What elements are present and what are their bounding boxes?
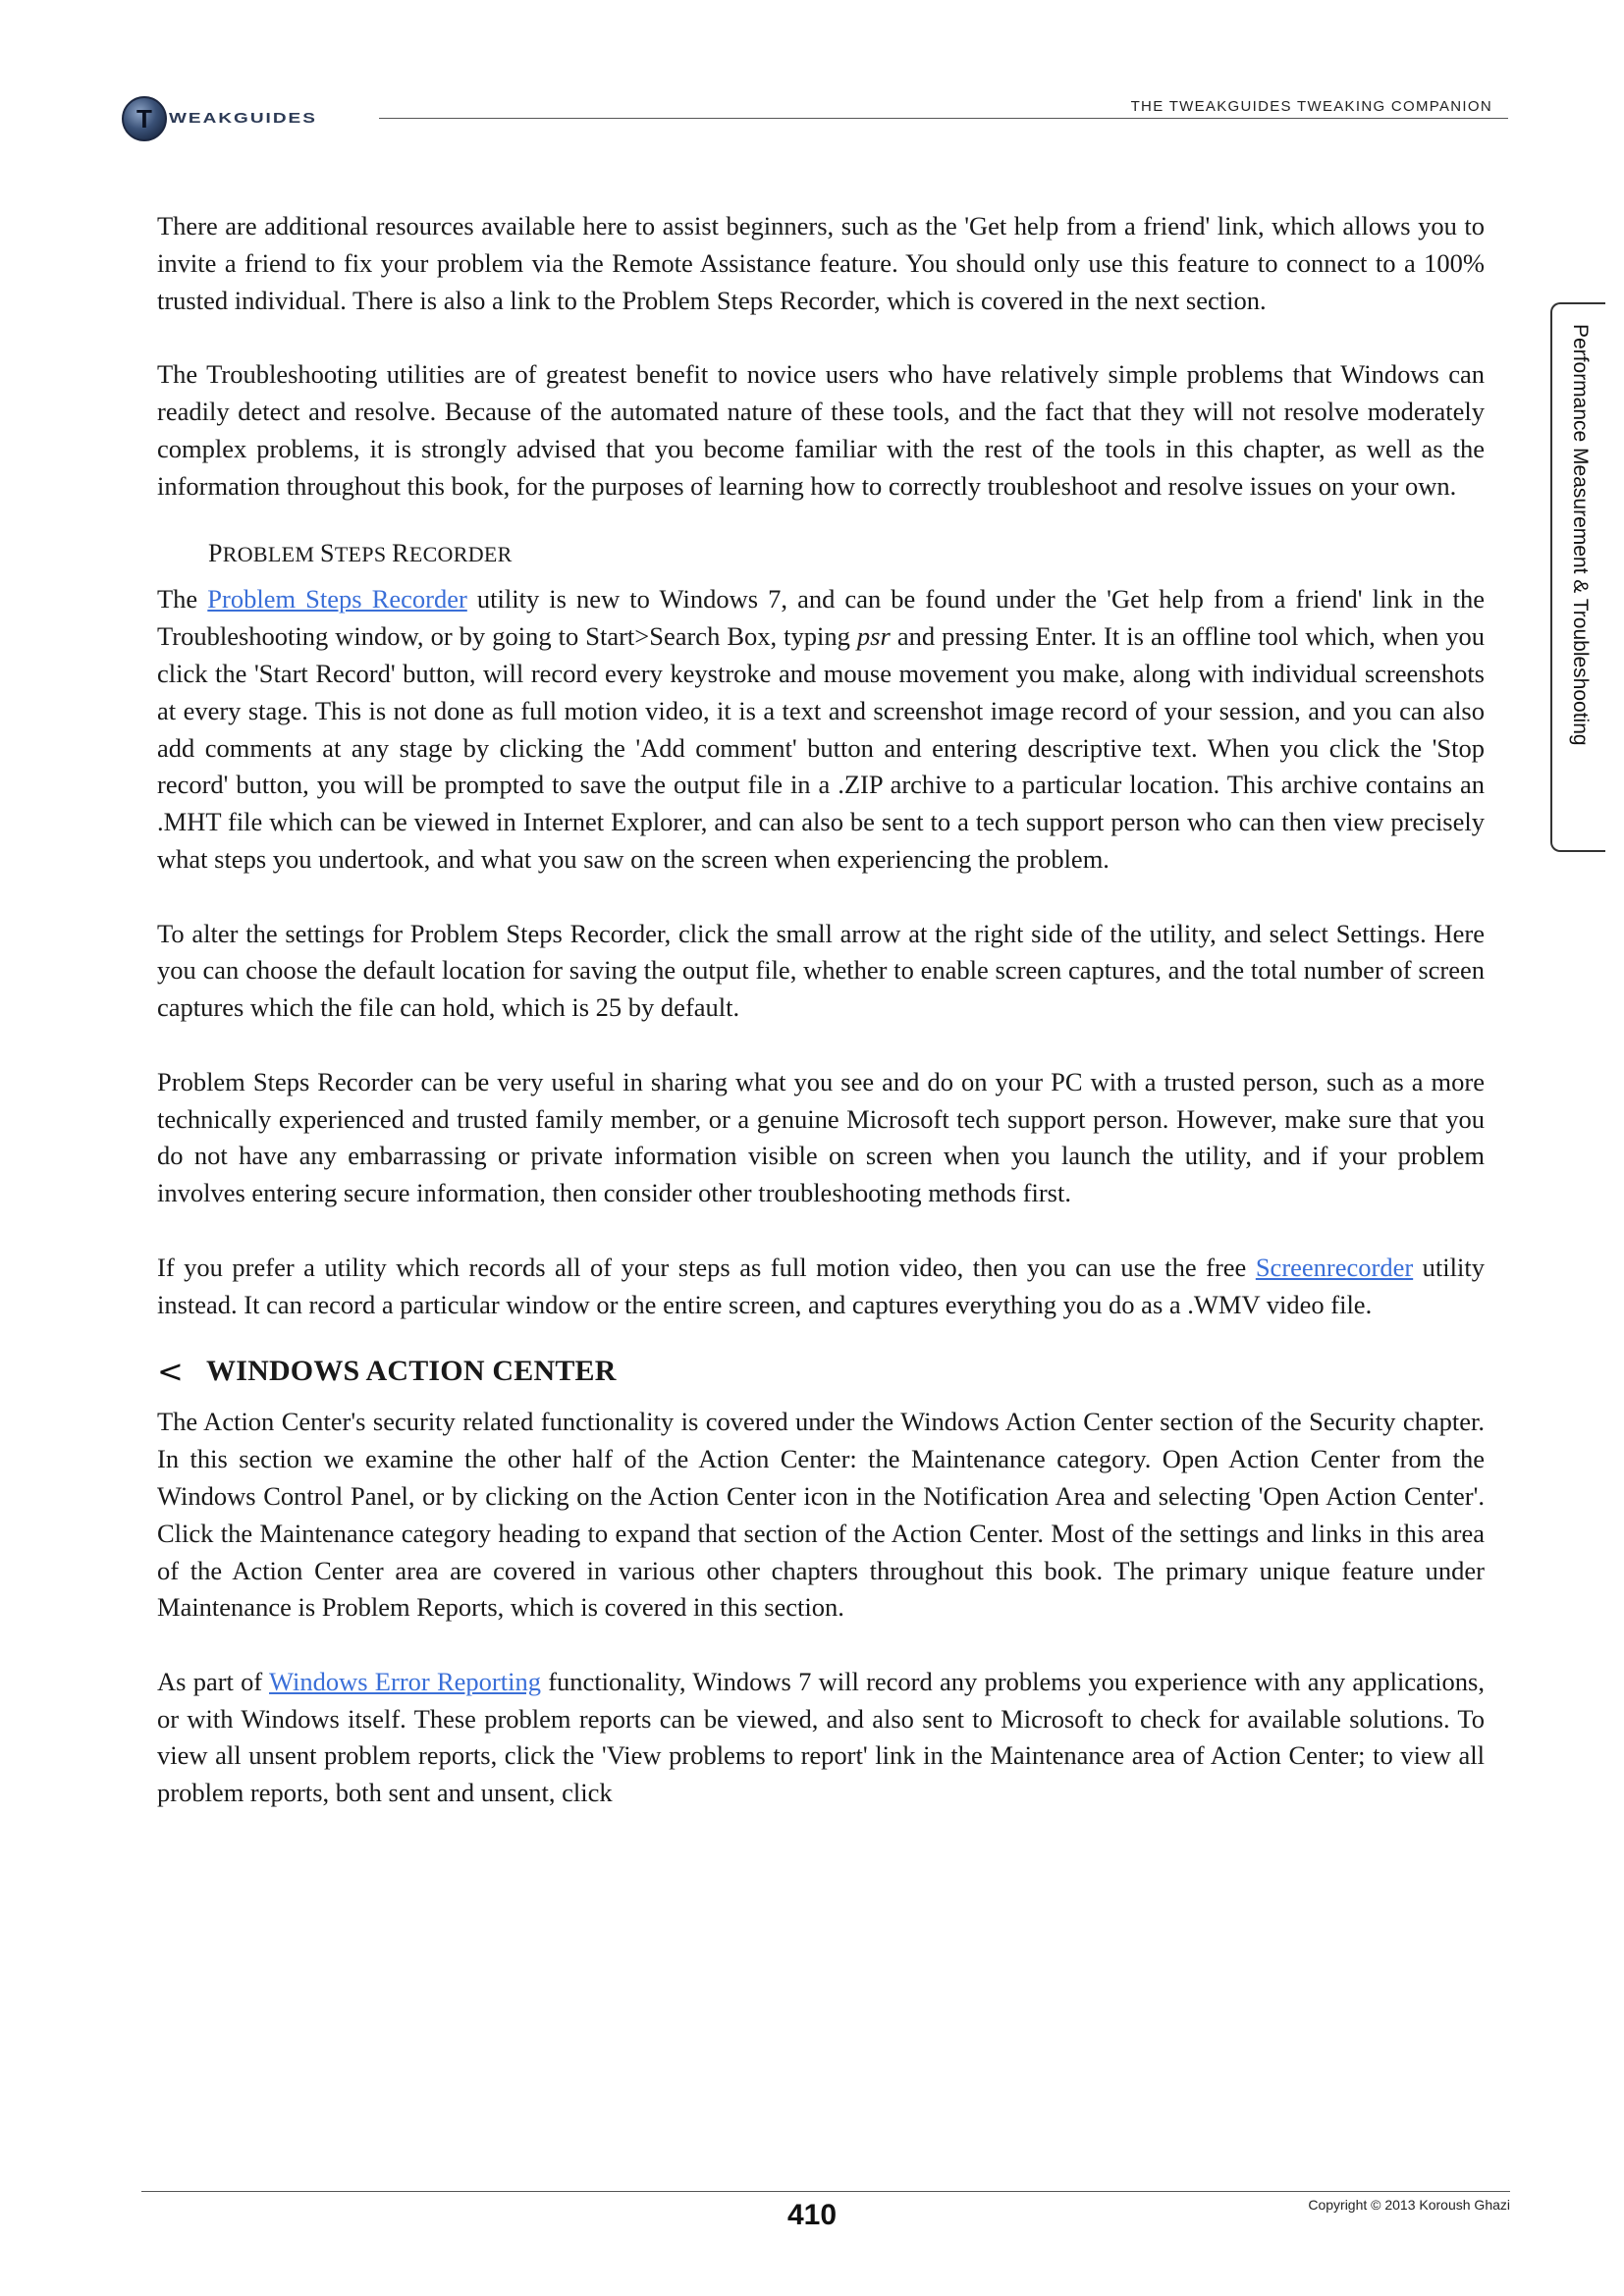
page-body bbox=[157, 208, 1485, 1812]
chapter-side-tab-label: Performance Measurement & Troubleshooting bbox=[1569, 324, 1592, 746]
section-heading-windows-action-center bbox=[157, 1345, 1485, 1398]
chevron-left-icon: < bbox=[157, 1353, 184, 1391]
logo-wordmark: WEAKGUIDES bbox=[169, 110, 317, 127]
link-screenrecorder[interactable]: Screenrecorder bbox=[1255, 1252, 1414, 1282]
header-rule bbox=[379, 118, 1508, 119]
paragraph-screenrecorder: If you prefer a utility which records all of your steps as full motion video, then you can use the free Screenrecorder utility instead. It can record a particular window or the entire screen, and captures everything you do as a .WMV video file. bbox=[157, 1252, 1485, 1319]
link-windows-error-reporting[interactable]: Windows Error Reporting bbox=[269, 1666, 541, 1696]
paragraph-troubleshooting-utilities: The Troubleshooting utilities are of greatest benefit to novice users who have relatively simple problems that Windows can readily detect and resolve. Because of the automated nature of these tools, and the fact that they will not resolve moderately complex problems, it is strongly advised that you become familiar with the rest of the tools in this chapter, as well as the information throughout this book, for the purposes of learning how to correctly troubleshoot and resolve issues on your own. bbox=[157, 359, 1485, 501]
paragraph-error-reporting: As part of Windows Error Reporting functionality, Windows 7 will record any problems you experience with any applications, or with Windows itself. These problem reports can be viewed, and also sent to Microsoft to check for available solutions. To view all unsent problem reports, click the 'View problems to report' link in the Maintenance area of Action Center; to view all problem reports, both sent and unsent, click bbox=[157, 1666, 1485, 1808]
header-title: THE TWEAKGUIDES TWEAKING COMPANION bbox=[1130, 98, 1492, 115]
logo-emblem bbox=[122, 96, 167, 141]
section-title: WINDOWS ACTION CENTER bbox=[206, 1355, 617, 1388]
paragraph-psr-usefulness: Problem Steps Recorder can be very useful in sharing what you see and do on your PC with a trusted person, such as a more technically experienced and trusted family member, or a genuine Microsoft tech support person. However, make sure that you do not have any embarrassing or private information visible on screen when you launch the utility, and if your problem involves entering secure information, then consider other troubleshooting methods first. bbox=[157, 1066, 1485, 1208]
page-header bbox=[122, 94, 1508, 147]
subheading-problem-steps-recorder: PROBLEM STEPS RECORDER bbox=[208, 539, 513, 568]
footer-rule bbox=[141, 2191, 1510, 2192]
paragraph-psr-intro: The Problem Steps Recorder utility is new to Windows 7, and can be found under the 'Get help from a friend' link in the Troubleshooting window, or by going to Start>Search Box, typing psr and pressing Enter. It is an offline tool which, when you click the 'Start Record' button, will record every keystroke and mouse movement you make, along with individual screenshots at every stage. This is not done as full motion video, it is a text and screenshot image record of your session, and you can also add comments at any stage by clicking the 'Add comment' button and entering descriptive text. When you click the 'Stop record' button, you will be prompted to save the output file in a .ZIP archive to a particular location. This archive contains an .MHT file which can be viewed in Internet Explorer, and can also be sent to a tech support person who can then view precisely what steps you undertook, and what you saw on the screen when experiencing the problem. bbox=[157, 584, 1485, 874]
link-problem-steps-recorder[interactable]: Problem Steps Recorder bbox=[207, 584, 467, 614]
copyright-notice: Copyright © 2013 Koroush Ghazi bbox=[1308, 2197, 1510, 2213]
paragraph-psr-settings: To alter the settings for Problem Steps Recorder, click the small arrow at the right side of the utility, and select Settings. Here you can choose the default location for saving the output file, whether to enable screen captures, and the total number of screen captures which the file can hold, which is 25 by default. bbox=[157, 918, 1485, 1023]
paragraph-get-help: There are additional resources available here to assist beginners, such as the 'Get help from a friend' link, which allows you to invite a friend to fix your problem via the Remote Assistance feature. You should only use this feature to connect to a 100% trusted individual. There is also a link to the Problem Steps Recorder, which is covered in the next section. bbox=[157, 211, 1485, 315]
chapter-side-tab bbox=[1550, 302, 1605, 852]
tweakguides-logo bbox=[122, 94, 317, 143]
page-number: 410 bbox=[786, 2199, 838, 2231]
paragraph-action-center: The Action Center's security related functionality is covered under the Windows Action Center section of the Security chapter. In this section we examine the other half of the Action Center: the Maintenance category. Open Action Center from the Windows Control Panel, or by clicking on the Action Center icon in the Notification Area and selecting 'Open Action Center'. Click the Maintenance category heading to expand that section of the Action Center. Most of the settings and links in this area of the Action Center area are covered in various other chapters throughout this book. The primary unique feature under Maintenance is Problem Reports, which is covered in this section. bbox=[157, 1407, 1485, 1623]
logo-letter: T bbox=[136, 103, 152, 133]
